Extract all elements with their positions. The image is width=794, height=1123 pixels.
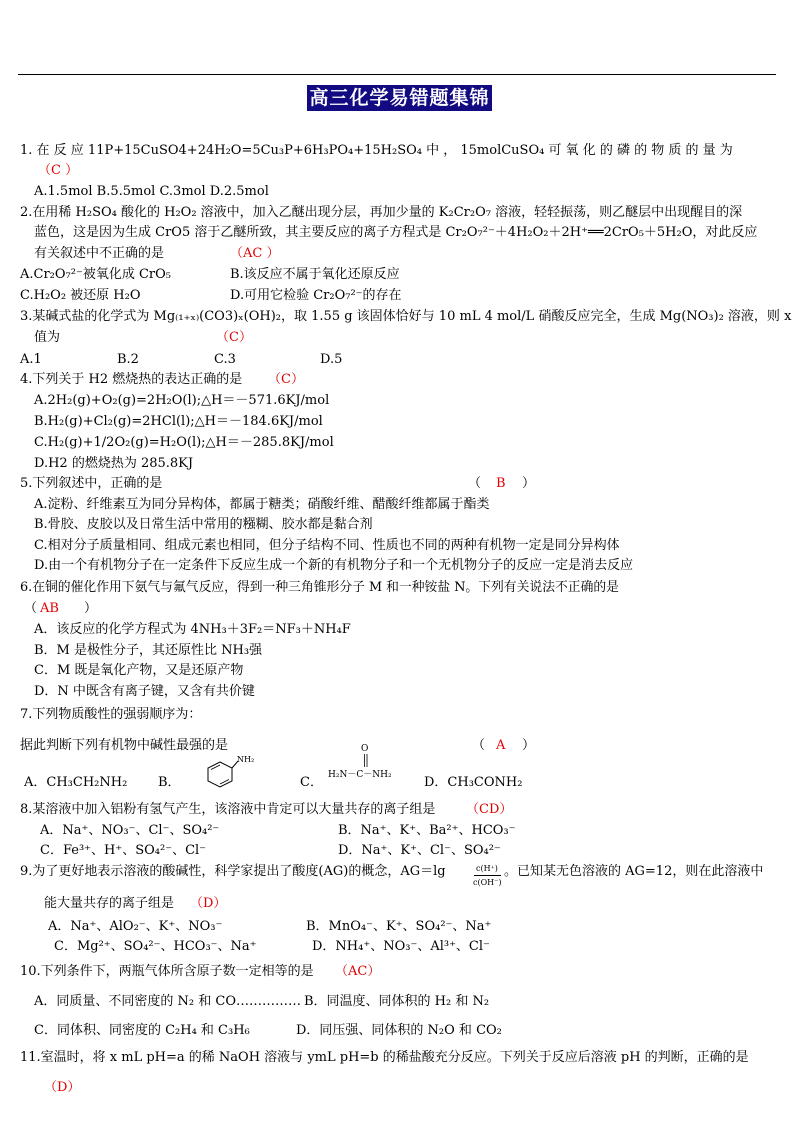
q5-option-b: B.骨胶、皮胶以及日常生活中常用的糨糊、胶水都是黏合剂 xyxy=(34,517,373,532)
q8-option-a: A．Na⁺、NO₃⁻、Cl⁻、SO₄²⁻ xyxy=(40,823,220,838)
q2-stem-line3: 有关叙述中不正确的是 xyxy=(34,246,165,261)
q5-stem: 5.下列叙述中，正确的是 xyxy=(20,476,163,491)
q6-answer-open: （ xyxy=(24,601,38,616)
page-title: 高三化学易错题集锦 xyxy=(307,85,492,111)
q9-stem-line2: 能大量共存的离子组是 xyxy=(44,896,175,911)
q6-option-a: A．该反应的化学方程式为 4NH₃＋3F₂＝NF₃＋NH₄F xyxy=(34,622,351,637)
q10-option-c: C．同体积、同密度的 C₂H₄ 和 C₃H₆ xyxy=(34,1023,250,1038)
q7-stem2: 据此判断下列有机物中碱性最强的是 xyxy=(20,738,229,753)
q9-option-a: A．Na⁺、AlO₂⁻、K⁺、NO₃⁻ xyxy=(48,919,223,934)
q4-answer: （C） xyxy=(268,372,304,387)
q5-option-c: C.相对分子质量相同、组成元素也相同，但分子结构不同、性质也不同的两种有机物一定是同分异构体 xyxy=(34,538,620,553)
q10-stem: 10.下列条件下，两瓶气体所含原子数一定相等的是 xyxy=(20,964,314,979)
q5-answer-open: （ xyxy=(468,476,482,491)
q11-stem: 11.室温时，将 x mL pH=a 的稀 NaOH 溶液与 ymL pH=b 的稀盐酸充分反应。下列关于反应后溶液 pH 的判断，正确的是 xyxy=(20,1050,749,1065)
q7-option-d: D．CH₃CONH₂ xyxy=(424,775,523,790)
q7-answer: A xyxy=(496,738,506,753)
q8-option-b: B．Na⁺、K⁺、Ba²⁺、HCO₃⁻ xyxy=(338,823,516,838)
q2-stem-line2: 蓝色，这是因为生成 CrO5 溶于乙醚所致，其主要反应的离子方程式是 Cr₂O₇²⁻＋4H₂O₂＋2H⁺══2CrO₅＋5H₂O，对此反应 xyxy=(34,225,758,240)
q2-stem-line1: 2.在用稀 H₂SO₄ 酸化的 H₂O₂ 溶液中，加入乙醚出现分层，再加少量的 K₂Cr₂O₇ 溶液，轻轻振荡，则乙醚层中出现醒目的深 xyxy=(20,205,743,220)
q5-answer-close: ） xyxy=(522,476,536,491)
q9-option-d: D．NH₄⁺、NO₃⁻、Al³⁺、Cl⁻ xyxy=(312,939,490,954)
q10-option-a: A．同质量、不同密度的 N₂ 和 CO…………… xyxy=(34,994,301,1009)
q4-option-c: C.H₂(g)+1/2O₂(g)=H₂O(l);△H＝－285.8KJ/mol xyxy=(34,435,334,450)
q10-option-b: B．同温度、同体积的 H₂ 和 N₂ xyxy=(304,994,490,1009)
q3-stem-line2: 值为 xyxy=(34,330,61,345)
q8-option-d: D．Na⁺、K⁺、Cl⁻、SO₄²⁻ xyxy=(338,843,501,858)
q9-answer: （D） xyxy=(190,896,227,911)
q2-option-c: C.H₂O₂ 被还原 H₂O xyxy=(20,288,141,303)
q6-answer-close: ） xyxy=(84,601,98,616)
q6-option-b: B．M 是极性分子，其还原性比 NH₃强 xyxy=(34,643,263,658)
q9-option-c: C．Mg²⁺、SO₄²⁻、HCO₃⁻、Na⁺ xyxy=(54,939,257,954)
q9-stem-line1: 9.为了更好地表示溶液的酸碱性，科学家提出了酸度(AG)的概念，AG＝lg xyxy=(20,864,446,879)
q7-option-a: A．CH₃CH₂NH₂ xyxy=(24,775,128,790)
q6-option-d: D．N 中既含有离子键，又含有共价键 xyxy=(34,684,255,699)
q2-option-a: A.Cr₂O₇²⁻被氧化成 CrO₅ xyxy=(20,267,171,282)
q9-fraction-bar xyxy=(474,875,501,876)
q5-answer: B xyxy=(496,476,506,491)
q1-options: A.1.5mol B.5.5mol C.3mol D.2.5mol xyxy=(34,184,269,199)
q9-option-b: B．MnO₄⁻、K⁺、SO₄²⁻、Na⁺ xyxy=(306,919,492,934)
q7-answer-open: （ xyxy=(472,738,486,753)
q9-fraction-numerator: c(H⁺) xyxy=(476,864,498,873)
q9-fraction-denominator: c(OH⁻) xyxy=(473,878,502,887)
q1-answer: （C ） xyxy=(38,163,79,178)
q3-option-b: B.2 xyxy=(117,352,139,367)
q7-stem: 7.下列物质酸性的强弱顺序为： xyxy=(20,707,202,722)
aniline-nh2-label: NH₂ xyxy=(237,755,255,764)
q5-option-a: A.淀粉、纤维素互为同分异构体，都属于糖类；硝酸纤维、醋酸纤维都属于酯类 xyxy=(34,497,490,512)
q6-option-c: C．M 既是氧化产物，又是还原产物 xyxy=(34,663,244,678)
q3-option-a: A.1 xyxy=(20,352,42,367)
q3-option-c: C.3 xyxy=(214,352,236,367)
q2-option-b: B.该反应不属于氧化还原反应 xyxy=(230,267,400,282)
q3-answer: （C） xyxy=(216,330,252,345)
q8-option-c: C．Fe³⁺、H⁺、SO₄²⁻、Cl⁻ xyxy=(40,843,207,858)
q3-option-d: D.5 xyxy=(320,352,343,367)
q5-option-d: D.由一个有机物分子在一定条件下反应生成一个新的有机物分子和一个无机物分子的反应一定是消去反应 xyxy=(34,558,634,573)
q7-option-c: C． xyxy=(300,775,323,790)
q2-answer: （AC ） xyxy=(230,246,280,261)
q9-stem-line1b: 。已知某无色溶液的 AG=12，则在此溶液中 xyxy=(504,864,764,879)
q11-answer: （D） xyxy=(44,1080,81,1095)
q7-option-b: B． xyxy=(158,775,181,790)
q8-stem: 8.某溶液中加入铝粉有氢气产生，该溶液中肯定可以大量共存的离子组是 xyxy=(20,802,436,817)
q10-answer: （AC） xyxy=(335,964,381,979)
q3-stem-line1: 3.某碱式盐的化学式为 Mg₍₁₊ₓ₎(CO3)ₓ(OH)₂，取 1.55 g 该固体恰好与 10 mL 4 mol/L 硝酸反应完全，生成 Mg(NO₃)₂ 溶液，则 x xyxy=(20,309,792,324)
q6-stem: 6.在铜的催化作用下氨气与氟气反应，得到一种三角锥形分子 M 和一种铵盐 N。下列有关说法不正确的是 xyxy=(20,580,619,595)
header-rule xyxy=(18,74,776,75)
q4-option-a: A.2H₂(g)+O₂(g)=2H₂O(l);△H＝－571.6KJ/mol xyxy=(34,393,330,408)
q1-stem: 1. 在 反 应 11P+15CuSO4+24H₂O=5Cu₃P+6H₃PO₄+15H₂SO₄ 中 ， 15molCuSO₄ 可 氧 化 的 磷 的 物 质 的 量 为 xyxy=(20,143,733,158)
q10-option-d: D．同压强、同体积的 N₂O 和 CO₂ xyxy=(296,1023,502,1038)
q7-answer-close: ） xyxy=(522,738,536,753)
q4-option-b: B.H₂(g)+Cl₂(g)=2HCl(l);△H＝－184.6KJ/mol xyxy=(34,414,323,429)
q4-option-d: D.H2 的燃烧热为 285.8KJ xyxy=(34,456,194,471)
q6-answer: AB xyxy=(40,601,59,616)
urea-double-bond-icon xyxy=(362,754,370,768)
urea-chain-label: H₂N－C－NH₂ xyxy=(328,770,392,780)
q2-option-d: D.可用它检验 Cr₂O₇²⁻的存在 xyxy=(230,288,402,303)
urea-oxygen-label: O xyxy=(361,744,369,754)
q4-stem: 4.下列关于 H2 燃烧热的表达正确的是 xyxy=(20,372,243,387)
q8-answer: （CD） xyxy=(466,802,513,817)
